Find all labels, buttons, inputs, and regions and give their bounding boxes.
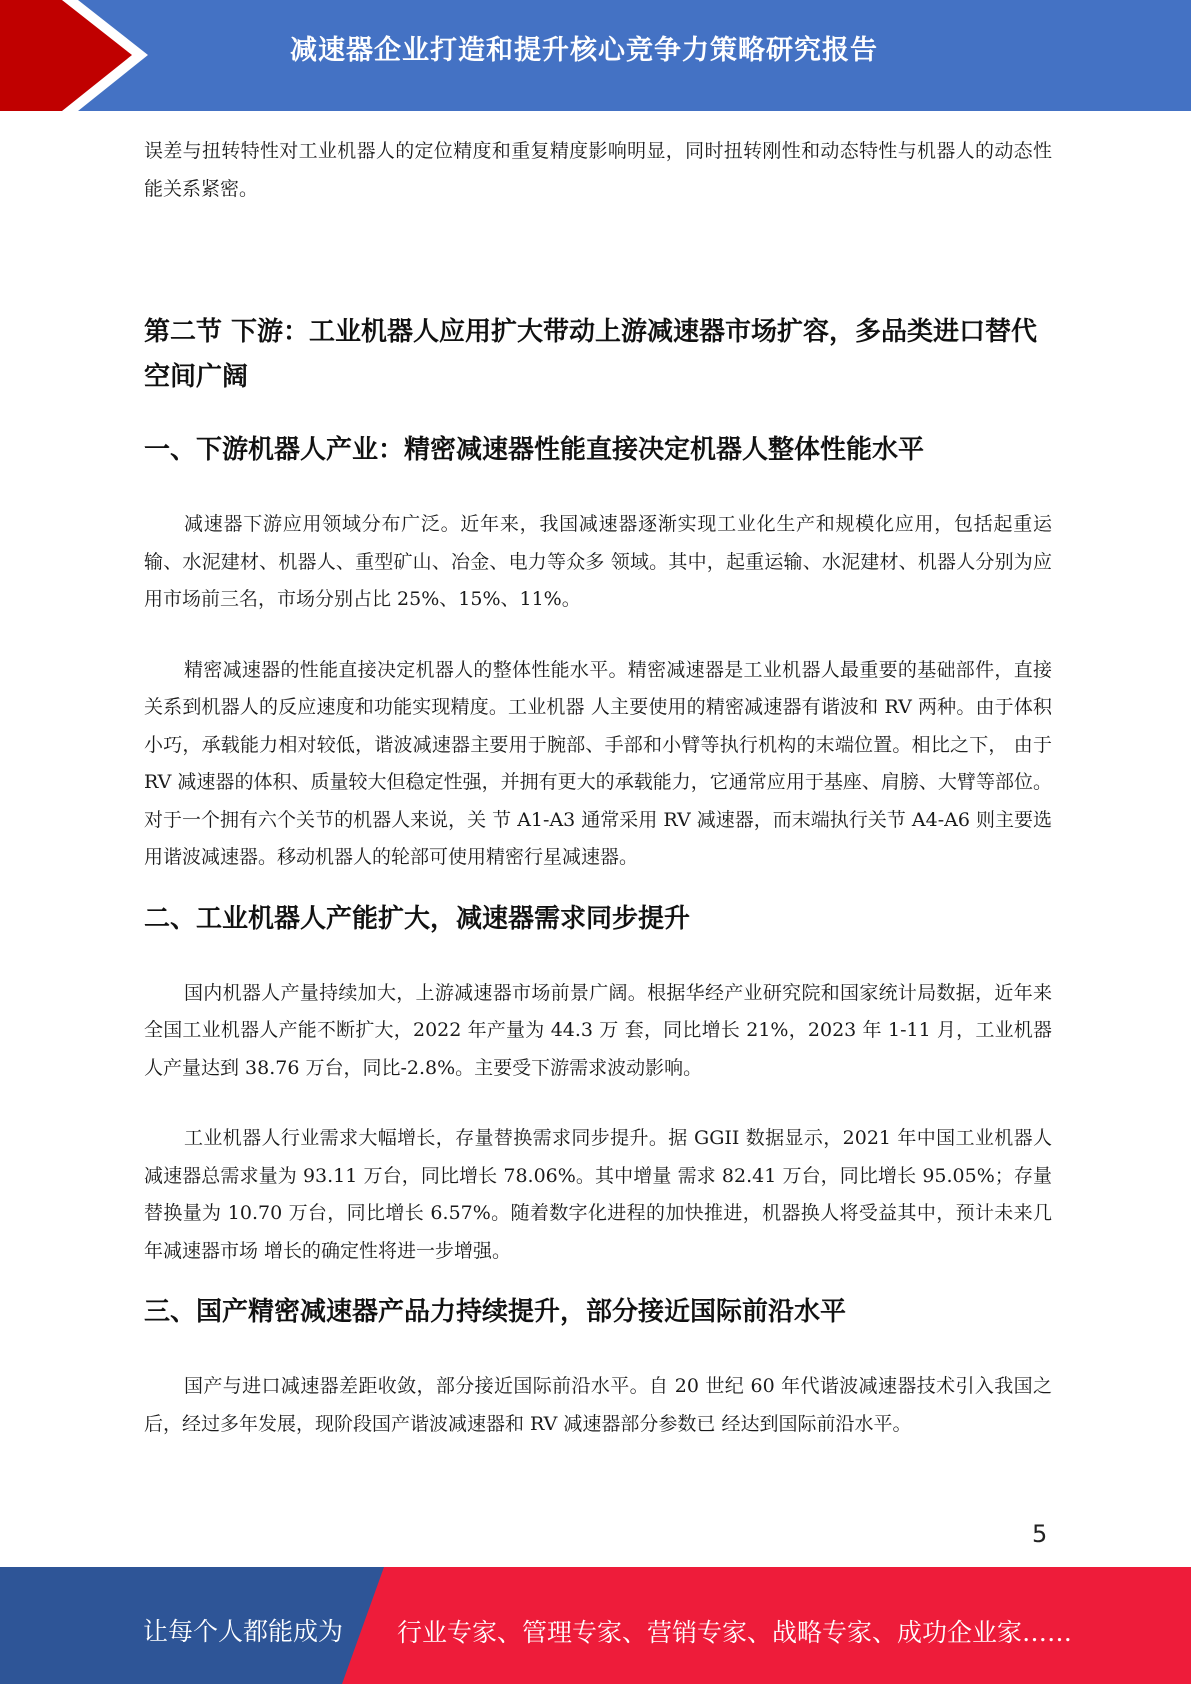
- page-body: [144, 133, 1052, 1443]
- paragraph-2-1: 国内机器人产量持续加大，上游减速器市场前景广阔。根据华经产业研究院和国家统计局数据，近年来全国工业机器人产能不断扩大，2022 年产量为 44.3 万 套，同比增长 21%，2023 年 1-11 月，工业机器人产量达到 38.76 万台，同比-2.8%。主要受下游需求波动影响。: [144, 981, 1052, 1079]
- subsection-heading-1: 一、下游机器人产业：精密减速器性能直接决定机器人整体性能水平: [144, 435, 925, 465]
- paragraph-1-1: 减速器下游应用领域分布广泛。近年来，我国减速器逐渐实现工业化生产和规模化应用，包括起重运输、水泥建材、机器人、重型矿山、冶金、电力等众多 领域。其中，起重运输、水泥建材、机器人分别为应用市场前三名，市场分别占比 25%、15%、11%。: [144, 513, 1052, 610]
- paragraph-1-2: 精密减速器的性能直接决定机器人的整体性能水平。精密减速器是工业机器人最重要的基础部件，直接关系到机器人的反应速度和功能实现精度。工业机器 人主要使用的精密减速器有谐波和 RV 两种。由于体积小巧，承载能力相对较低，谐波减速器主要用于腕部、手部和小臂等执行机构的末端位置。相比之下， 由于 RV 减速器的体积、质量较大但稳定性强，并拥有更大的承载能力，它通常应用于基座、肩膀、大臂等部位。对于一个拥有六个关节的机器人来说，关 节 A1-A3 通常采用 RV 减速器，而末端执行关节 A4-A6 则主要选用谐波减速器。移动机器人的轮部可使用精密行星减速器。: [144, 658, 1052, 868]
- footer-slogan-right: 行业专家、管理专家、营销专家、战略专家、成功企业家……: [397, 1618, 1073, 1647]
- footer-slogan-left: 让每个人都能成为: [143, 1617, 344, 1646]
- report-title: 减速器企业打造和提升核心竞争力策略研究报告: [290, 35, 878, 66]
- paragraph-3-1: 国产与进口减速器差距收敛，部分接近国际前沿水平。自 20 世纪 60 年代谐波减速器技术引入我国之后，经过多年发展，现阶段国产谐波减速器和 RV 减速器部分参数已 经达到国际前沿水平。: [144, 1375, 1052, 1435]
- intro-paragraph: 误差与扭转特性对工业机器人的定位精度和重复精度影响明显，同时扭转刚性和动态特性与机器人的动态性能关系紧密。: [144, 140, 1052, 200]
- subsection-heading-3: 三、国产精密减速器产品力持续提升，部分接近国际前沿水平: [144, 1297, 847, 1327]
- page-header: [0, 0, 1191, 111]
- paragraph-2-2: 工业机器人行业需求大幅增长，存量替换需求同步提升。据 GGII 数据显示，2021 年中国工业机器人减速器总需求量为 93.11 万台，同比增长 78.06%。其中增量 需求 82.41 万台，同比增长 95.05%；存量替换量为 10.70 万台，同比增长 6.57%。随着数字化进程的加快推进，机器换人将受益其中，预计未来几年减速器市场 增长的确定性将进一步增强。: [144, 1127, 1052, 1262]
- section-title: 第二节 下游：工业机器人应用扩大带动上游减速器市场扩容，多品类进口替代空间广阔: [144, 317, 1038, 392]
- subsection-heading-2: 二、工业机器人产能扩大，减速器需求同步提升: [144, 903, 691, 934]
- page-number: 5: [1032, 1520, 1048, 1548]
- page-footer: [0, 1567, 1191, 1684]
